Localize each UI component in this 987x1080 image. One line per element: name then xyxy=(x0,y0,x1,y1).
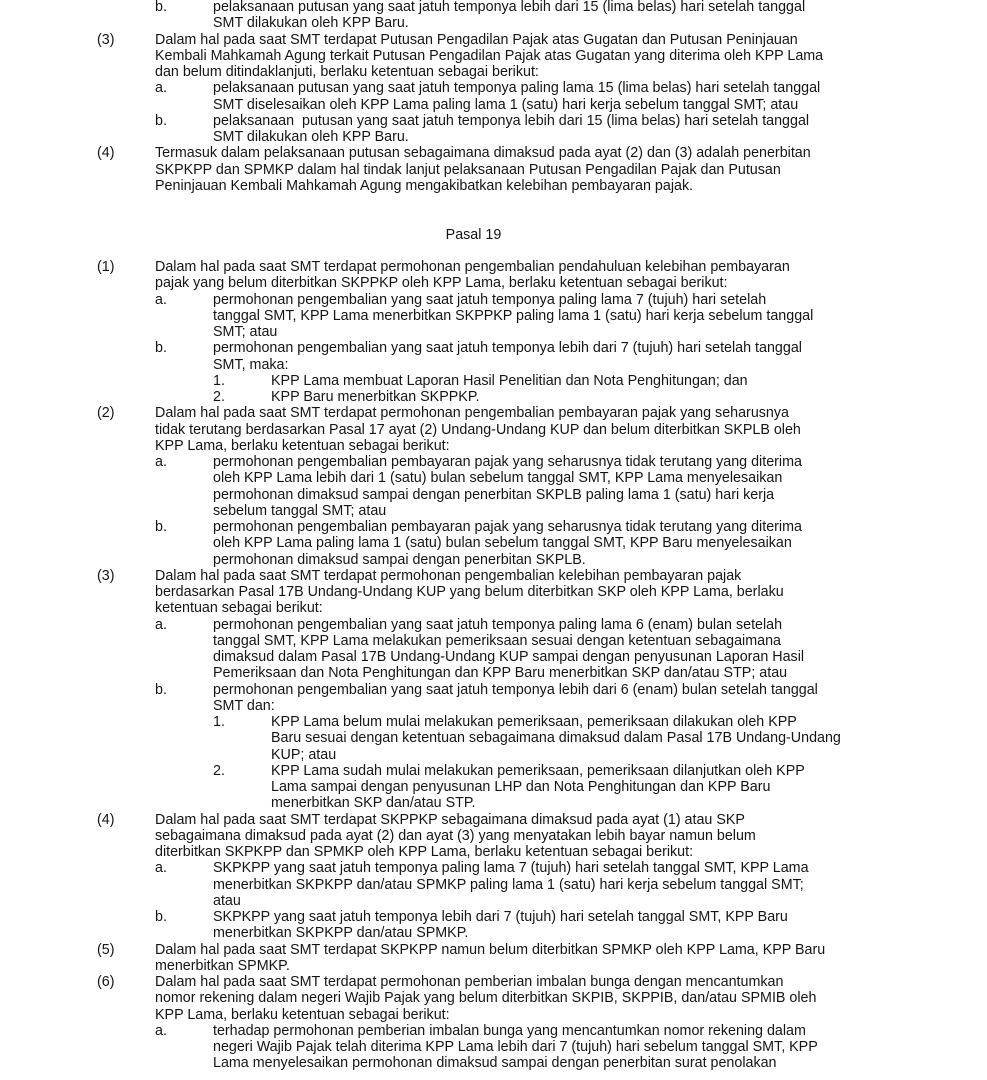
text-line xyxy=(0,178,987,194)
item-number: b. xyxy=(155,909,167,925)
text-line xyxy=(0,308,987,324)
text-line xyxy=(0,568,987,584)
text-line xyxy=(0,958,987,974)
text-line xyxy=(0,324,987,340)
line-text: menerbitkan SKPKPP dan/atau SPMKP paling lama 1 (satu) hari kerja sebelum tanggal SMT; xyxy=(213,876,804,893)
text-line xyxy=(0,194,987,210)
text-line xyxy=(0,470,987,486)
text-line xyxy=(0,438,987,454)
line-text: permohonan pengembalian pembayaran pajak yang seharusnya tidak terutang yang diterima xyxy=(213,519,802,535)
line-text: KPP Lama belum mulai melakukan pemeriksaan, pemeriksaan dilakukan oleh KPP xyxy=(271,714,797,730)
item-number: (1) xyxy=(97,259,115,275)
text-line xyxy=(0,422,987,438)
item-number: 1. xyxy=(213,372,225,389)
line-text: permohonan pengembalian yang saat jatuh temponya lebih dari 6 (enam) bulan setelah tanggal xyxy=(213,681,818,698)
line-text: SKPKPP dan SPMKP dalam hal tindak lanjut pelaksanaan Putusan Pengadilan Pajak dan Putusan xyxy=(155,161,781,178)
line-text: permohonan pengembalian pembayaran pajak yang seharusnya tidak terutang yang diterima xyxy=(213,454,802,470)
text-line xyxy=(0,763,987,779)
line-text: pelaksanaan putusan yang saat jatuh temponya paling lama 15 (lima belas) hari setelah tanggal xyxy=(213,80,821,97)
line-text: terhadap permohonan pemberian imbalan bunga yang mencantumkan nomor rekening dalam xyxy=(213,1022,806,1039)
line-text: tidak terutang berdasarkan Pasal 17 ayat (2) Undang-Undang KUP dan belum diterbitkan SKPLB oleh xyxy=(155,421,801,438)
text-line xyxy=(0,779,987,795)
text-line xyxy=(0,1007,987,1023)
item-number: a. xyxy=(155,80,167,97)
line-text: Termasuk dalam pelaksanaan putusan sebagaimana dimaksud pada ayat (2) dan (3) adalah penerbitan xyxy=(155,145,811,162)
line-text: nomor rekening dalam negeri Wajib Pajak yang belum diterbitkan SKPIB, SKPPIB, dan/atau SPMIB oleh xyxy=(155,990,817,1007)
text-line xyxy=(0,747,987,763)
text-line xyxy=(0,487,987,503)
text-line xyxy=(0,15,987,31)
text-line xyxy=(0,519,987,535)
item-number: a. xyxy=(155,860,167,877)
line-text: KUP; atau xyxy=(271,746,337,763)
text-line xyxy=(0,357,987,373)
item-number: a. xyxy=(155,616,167,633)
line-text: diterbitkan SKPKPP dan SPMKP oleh KPP Lama, berlaku ketentuan sebagai berikut: xyxy=(155,844,694,860)
text-line xyxy=(0,210,987,226)
line-text: SMT diselesaikan oleh KPP Lama paling lama 1 (satu) hari kerja sebelum tanggal SMT; atau xyxy=(213,96,799,113)
text-line xyxy=(0,503,987,519)
text-line xyxy=(0,682,987,698)
item-number: b. xyxy=(155,519,167,535)
item-number: b. xyxy=(155,681,167,698)
line-text: Dalam hal pada saat SMT terdapat SKPKPP namun belum diterbitkan SPMKP oleh KPP Lama, KPP Baru xyxy=(155,941,826,958)
text-line xyxy=(0,795,987,811)
line-text: permohonan dimaksud sampai dengan penerbitan SKPLB paling lama 1 (satu) hari kerja xyxy=(213,486,775,503)
line-text: menerbitkan SPMKP. xyxy=(155,957,290,974)
text-line xyxy=(0,340,987,356)
line-text: atau xyxy=(213,892,241,909)
line-text: Pemeriksaan dan Nota Penghitungan dan KPP Baru menerbitkan SKP dan/atau STP; atau xyxy=(213,665,788,682)
text-line xyxy=(0,828,987,844)
text-line xyxy=(0,714,987,730)
section-title: Pasal 19 xyxy=(445,226,502,243)
line-text: Lama menyelesaikan permohonan dimaksud sampai dengan penerbitan surat penolakan xyxy=(213,1055,777,1072)
item-number: (5) xyxy=(97,941,115,958)
line-text: SMT; atau xyxy=(213,324,278,340)
line-text: Dalam hal pada saat SMT terdapat permohonan pengembalian pembayaran pajak yang seharusnya xyxy=(155,405,789,422)
text-line xyxy=(0,145,987,161)
line-text: sebagaimana dimaksud pada ayat (2) dan ayat (3) yang menyatakan lebih bayar namun belum xyxy=(155,827,756,844)
line-text: Dalam hal pada saat SMT terdapat permohonan pengembalian kelebihan pembayaran pajak xyxy=(155,567,742,584)
text-line xyxy=(0,649,987,665)
text-line xyxy=(0,698,987,714)
line-text: permohonan pengembalian yang saat jatuh temponya paling lama 6 (enam) bulan setelah xyxy=(213,616,783,633)
text-line xyxy=(0,893,987,909)
text-line xyxy=(0,942,987,958)
item-number: (4) xyxy=(97,145,115,162)
item-number: 1. xyxy=(213,714,225,730)
line-text: KPP Lama, berlaku ketentuan sebagai berikut: xyxy=(155,437,450,454)
item-number: (3) xyxy=(97,567,115,584)
text-line xyxy=(0,48,987,64)
line-text: KPP Lama sudah mulai melakukan pemeriksaan, pemeriksaan dilanjutkan oleh KPP xyxy=(271,762,805,779)
text-line xyxy=(0,259,987,275)
text-line xyxy=(0,860,987,876)
line-text: Dalam hal pada saat SMT terdapat SKPPKP sebagaimana dimaksud pada ayat (1) atau SKP xyxy=(155,811,745,828)
section-heading xyxy=(0,227,987,243)
line-text: pelaksanaan putusan yang saat jatuh temponya lebih dari 15 (lima belas) hari setelah tanggal xyxy=(213,112,810,129)
text-line xyxy=(0,129,987,145)
line-text: Dalam hal pada saat SMT terdapat Putusan Pengadilan Pajak atas Gugatan dan Putusan Peninjauan xyxy=(155,31,798,48)
text-line xyxy=(0,1023,987,1039)
item-number: (4) xyxy=(97,811,115,828)
text-line xyxy=(0,80,987,96)
line-text: dan belum ditindaklanjuti, berlaku ketentuan sebagai berikut: xyxy=(155,64,539,80)
text-line xyxy=(0,454,987,470)
line-text: negeri Wajib Pajak telah diterima KPP Lama lebih dari 7 (tujuh) hari sebelum tanggal SMT, KPP xyxy=(213,1039,818,1055)
line-text: menerbitkan SKPKPP dan/atau SPMKP. xyxy=(213,925,469,942)
line-text: Dalam hal pada saat SMT terdapat permohonan pengembalian pendahuluan kelebihan pembayaran xyxy=(155,259,790,275)
line-text: ketentuan sebagai berikut: xyxy=(155,600,323,617)
text-line xyxy=(0,877,987,893)
line-text: permohonan pengembalian yang saat jatuh temponya paling lama 7 (tujuh) hari setelah xyxy=(213,291,767,308)
text-line xyxy=(0,812,987,828)
item-number: a. xyxy=(155,1022,167,1039)
text-line xyxy=(0,1055,987,1071)
text-line xyxy=(0,275,987,291)
text-line xyxy=(0,1039,987,1055)
line-text: Lama sampai dengan penyusunan LHP dan Nota Penghitungan dan KPP Baru xyxy=(271,779,771,795)
line-text: pajak yang belum diterbitkan SKPPKP oleh KPP Lama, berlaku ketentuan sebagai berikut: xyxy=(155,275,728,292)
text-line xyxy=(0,113,987,129)
text-line xyxy=(0,0,987,15)
line-text: permohonan dimaksud sampai dengan penerbitan SKPLB. xyxy=(213,551,586,568)
text-line xyxy=(0,990,987,1006)
line-text: oleh KPP Lama paling lama 1 (satu) bulan sebelum tanggal SMT, KPP Baru menyelesaikan xyxy=(213,535,792,552)
text-line xyxy=(0,974,987,990)
line-text: Peninjauan Kembali Mahkamah Agung mengakibatkan kelebihan pembayaran pajak. xyxy=(155,177,694,194)
text-line xyxy=(0,405,987,421)
text-line xyxy=(0,909,987,925)
item-number: a. xyxy=(155,291,167,308)
line-text: SMT dilakukan oleh KPP Baru. xyxy=(213,15,409,32)
line-text: oleh KPP Lama lebih dari 1 (satu) bulan sebelum tanggal SMT, KPP Lama menyelesaikan xyxy=(213,470,783,487)
item-number: b. xyxy=(155,340,167,357)
line-text: KPP Lama, berlaku ketentuan sebagai berikut: xyxy=(155,1006,450,1023)
line-text: menerbitkan SKP dan/atau STP. xyxy=(271,795,476,812)
line-text: Baru sesuai dengan ketentuan sebagaimana dimaksud dalam Pasal 17B Undang-Undang xyxy=(271,730,841,747)
line-text: SMT, maka: xyxy=(213,356,289,373)
text-line xyxy=(0,64,987,80)
line-text: KPP Lama membuat Laporan Hasil Penelitian dan Nota Penghitungan; dan xyxy=(271,372,748,389)
line-text: pelaksanaan putusan yang saat jatuh temponya lebih dari 15 (lima belas) hari setelah tanggal xyxy=(213,0,806,15)
item-number: b. xyxy=(155,0,167,15)
item-number: b. xyxy=(155,112,167,129)
text-line xyxy=(0,32,987,48)
text-line xyxy=(0,584,987,600)
text-line xyxy=(0,292,987,308)
line-text: Dalam hal pada saat SMT terdapat permohonan pemberian imbalan bunga dengan mencantumkan xyxy=(155,974,784,990)
line-text: Kembali Mahkamah Agung terkait Putusan Pengadilan Pajak atas Gugatan yang diterima oleh KPP Lama xyxy=(155,47,824,64)
text-line xyxy=(0,925,987,941)
text-line xyxy=(0,243,987,259)
line-text: KPP Baru menerbitkan SKPPKP. xyxy=(271,389,480,405)
item-number: (3) xyxy=(97,31,115,48)
item-number: 2. xyxy=(213,389,225,405)
text-line xyxy=(0,730,987,746)
line-text: permohonan pengembalian yang saat jatuh temponya lebih dari 7 (tujuh) hari setelah tanggal xyxy=(213,340,802,357)
text-line xyxy=(0,552,987,568)
item-number: (6) xyxy=(97,974,115,990)
text-line xyxy=(0,373,987,389)
item-number: a. xyxy=(155,454,167,470)
text-line xyxy=(0,633,987,649)
text-line xyxy=(0,844,987,860)
line-text: tanggal SMT, KPP Lama melakukan pemeriksaan sesuai dengan ketentuan sebagaimana xyxy=(213,632,782,649)
line-text: SKPKPP yang saat jatuh temponya paling lama 7 (tujuh) hari setelah tanggal SMT, KPP Lama xyxy=(213,860,809,877)
text-line xyxy=(0,389,987,405)
item-number: (2) xyxy=(97,405,115,422)
line-text: SMT dan: xyxy=(213,697,275,714)
text-line xyxy=(0,97,987,113)
line-text: dimaksud dalam Pasal 17B Undang-Undang KUP sampai dengan penyusunan Laporan Hasil xyxy=(213,649,805,665)
line-text: sebelum tanggal SMT; atau xyxy=(213,502,387,519)
text-line xyxy=(0,535,987,551)
text-line xyxy=(0,665,987,681)
line-text: SMT dilakukan oleh KPP Baru. xyxy=(213,129,409,145)
line-text: tanggal SMT, KPP Lama menerbitkan SKPPKP paling lama 1 (satu) hari kerja sebelum tanggal xyxy=(213,307,814,324)
line-text: berdasarkan Pasal 17B Undang-Undang KUP yang belum diterbitkan SKP oleh KPP Lama, berlaku xyxy=(155,584,784,600)
item-number: 2. xyxy=(213,762,225,779)
line-text: SKPKPP yang saat jatuh temponya lebih dari 7 (tujuh) hari setelah tanggal SMT, KPP Baru xyxy=(213,909,788,925)
text-line xyxy=(0,617,987,633)
text-line xyxy=(0,162,987,178)
text-line xyxy=(0,600,987,616)
